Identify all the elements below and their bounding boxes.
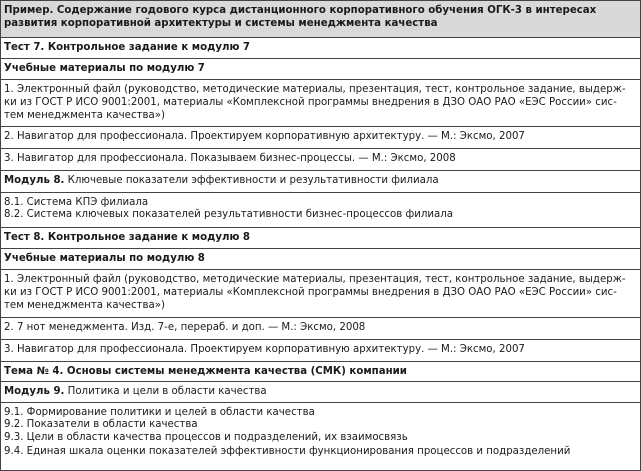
row-text: 2. Навигатор для профессионала. Проектируем корпоративную архитектуру. — М.: Эксмо, 2007 bbox=[4, 131, 525, 142]
table-row bbox=[0, 431, 641, 444]
row-bold-text: Модуль 8. bbox=[4, 175, 65, 186]
table-title: Пример. Содержание годового курса дистанционного корпоративного обучения ОГК-3 в интересах развития корпоративной архитектуры и системы менеджмента качества bbox=[4, 5, 597, 29]
table-row bbox=[0, 170, 641, 192]
table-row bbox=[0, 126, 641, 148]
row-bold-text: Учебные материалы по модулю 8 bbox=[4, 253, 205, 264]
table-row bbox=[0, 339, 641, 361]
table-row bbox=[0, 58, 641, 79]
table-row bbox=[0, 79, 641, 126]
table-row bbox=[0, 248, 641, 269]
table-row bbox=[0, 208, 641, 227]
row-bold-text: Тест 8. Контрольное задание к модулю 8 bbox=[4, 232, 250, 243]
row-text: 9.2. Показатели в области качества bbox=[4, 419, 198, 430]
row-bold-text: Тема № 4. Основы системы менеджмента качества (СМК) компании bbox=[4, 366, 407, 377]
table-row bbox=[0, 418, 641, 431]
table-row bbox=[0, 227, 641, 248]
table-row bbox=[0, 269, 641, 317]
table-row bbox=[0, 381, 641, 402]
row-text: 1. Электронный файл (руководство, методические материалы, презентация, тест, контрольное задание, выдерж-ки из ГОСТ Р ИСО 9001:2001, материалы «Комплексной программы внедрения в ДЗО ОАО РАО «ЕЭС России» сис-тем менеджмента качества») bbox=[4, 84, 626, 121]
row-bold-text: Учебные материалы по модулю 7 bbox=[4, 63, 205, 74]
row-text: 9.4. Единая шкала оценки показателей эффективности функционирования процессов и подразделений bbox=[4, 446, 571, 457]
table-row bbox=[0, 192, 641, 208]
row-text: 2. 7 нот менеджмента. Изд. 7-е, перераб. и доп. — М.: Эксмо, 2008 bbox=[4, 322, 366, 333]
row-text: 9.3. Цели в области качества процессов и подразделений, их взаимосвязь bbox=[4, 432, 408, 443]
table-row bbox=[0, 361, 641, 381]
row-bold-text: Тест 7. Контрольное задание к модулю 7 bbox=[4, 42, 250, 53]
table-row bbox=[0, 37, 641, 58]
table-row bbox=[0, 317, 641, 339]
row-text: 8.1. Система КПЭ филиала bbox=[4, 197, 149, 208]
row-text: 8.2. Система ключевых показателей результативности бизнес-процессов филиала bbox=[4, 209, 453, 220]
row-bold-text: Модуль 9. bbox=[4, 386, 65, 397]
table-header bbox=[0, 0, 641, 37]
row-text: 3. Навигатор для профессионала. Проектируем корпоративную архитектуру. — М.: Эксмо, 2007 bbox=[4, 344, 525, 355]
row-text: Политика и цели в области качества bbox=[64, 386, 267, 397]
row-text: 9.1. Формирование политики и целей в области качества bbox=[4, 407, 315, 418]
table-row bbox=[0, 402, 641, 418]
row-text: 1. Электронный файл (руководство, методические материалы, презентация, тест, контрольное задание, выдерж-ки из ГОСТ Р ИСО 9001:2001, материалы «Комплексной программы внедрения в ДЗО ОАО РАО «ЕЭС России» сис-тем менеджмента качества») bbox=[4, 274, 626, 311]
row-text: 3. Навигатор для профессионала. Показываем бизнес-процессы. — М.: Эксмо, 2008 bbox=[4, 153, 456, 164]
row-text: Ключевые показатели эффективности и результативности филиала bbox=[64, 175, 439, 186]
table-row bbox=[0, 148, 641, 170]
table-row bbox=[0, 445, 641, 459]
